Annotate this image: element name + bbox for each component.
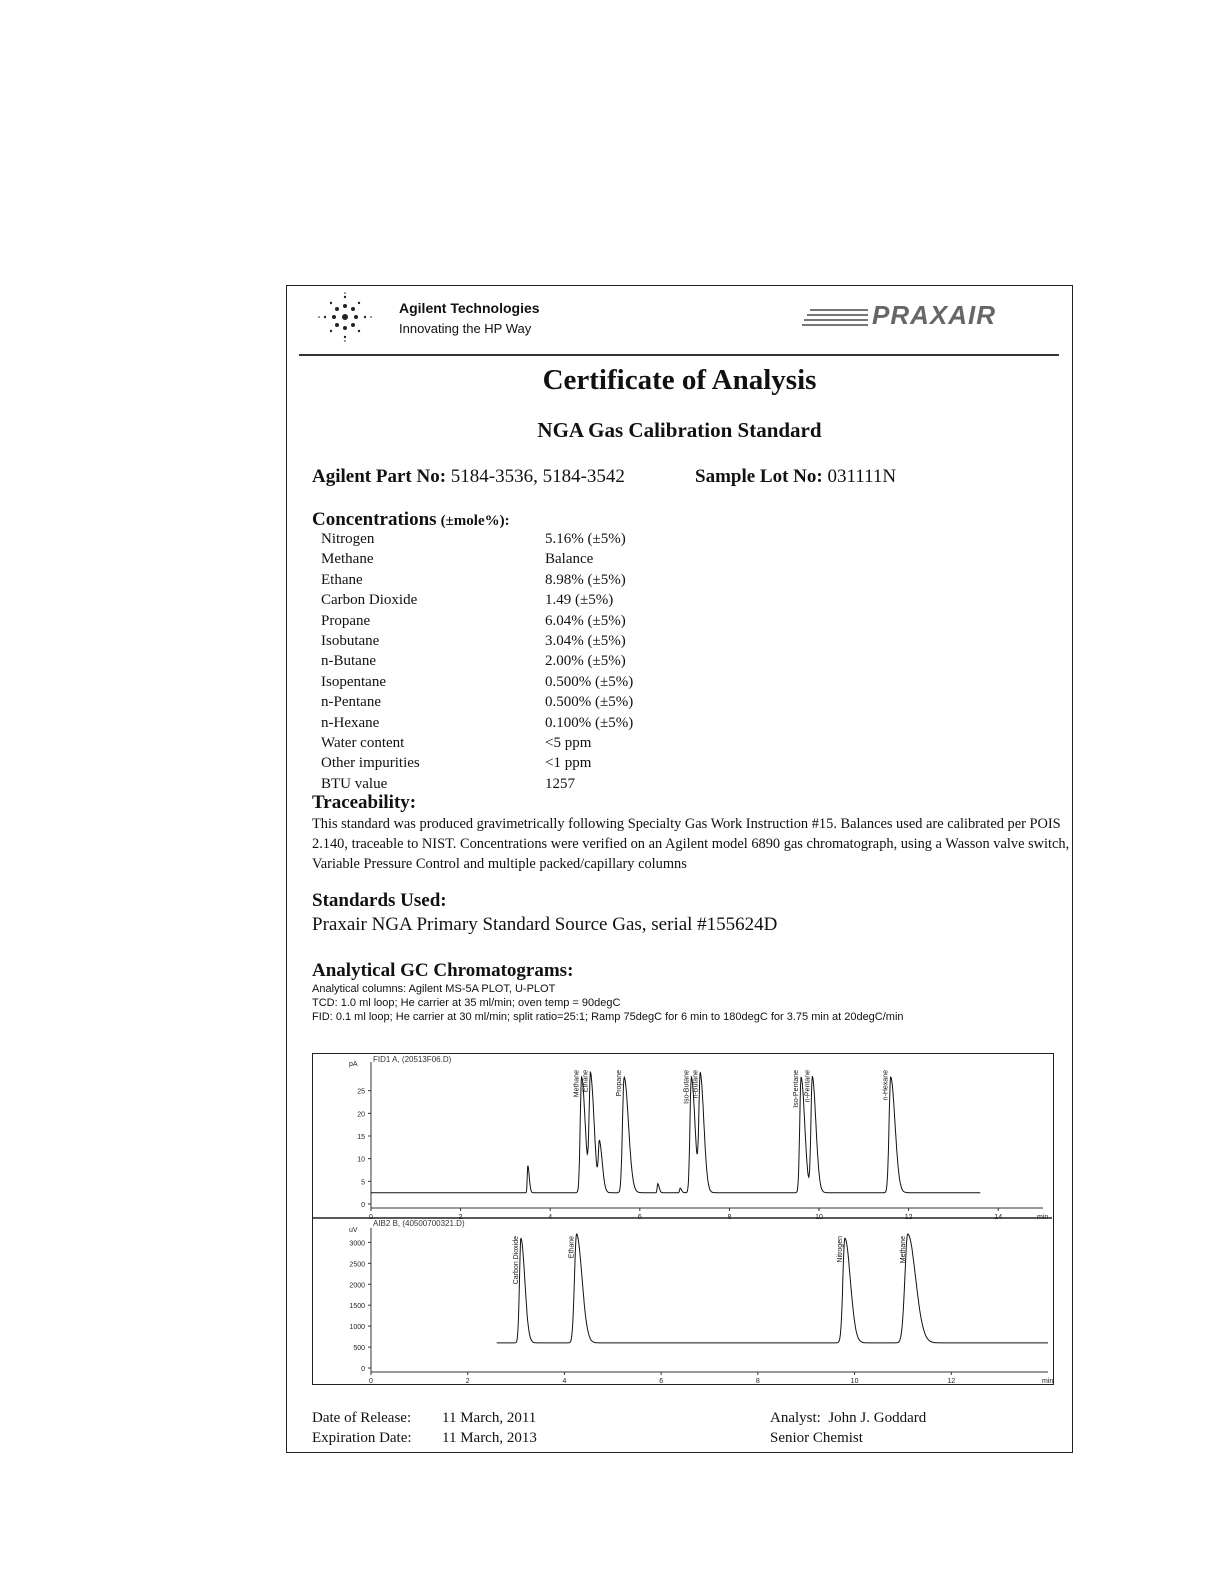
x-tick-label: 4	[562, 1378, 567, 1385]
y-tick-label: 5	[361, 1179, 365, 1187]
gc-columns-line: Analytical columns: Agilent MS-5A PLOT, U-PLOT	[312, 983, 556, 995]
x-tick-label: 10	[815, 1214, 823, 1221]
document-subtitle: NGA Gas Calibration Standard	[537, 418, 822, 442]
peak-label: Propane	[616, 1070, 624, 1097]
x-tick-label: 12	[904, 1214, 913, 1221]
chromatogram-trace	[497, 1234, 1048, 1343]
part-number-line	[312, 466, 625, 488]
analyst-name: John J. Goddard	[828, 1410, 927, 1426]
x-tick-label: 8	[727, 1214, 732, 1221]
x-tick-label: 2	[458, 1214, 463, 1221]
peak-label: Ethane	[582, 1070, 590, 1093]
lot-number-label: Sample Lot No:	[695, 466, 823, 487]
company-tagline: Innovating the HP Way	[399, 321, 532, 336]
concentrations-unit: (±mole%):	[440, 513, 510, 529]
concentration-value: 0.100% (±5%)	[545, 714, 634, 731]
x-tick-label: 4	[548, 1214, 553, 1221]
company-name: Agilent Technologies	[399, 300, 540, 316]
gc-fid-line: FID: 0.1 ml loop; He carrier at 30 ml/min; split ratio=25:1; Ramp 75degC for 6 min to 180degC for 3.75 min at 20degC/min	[312, 1011, 904, 1023]
y-tick-label: 0	[361, 1366, 365, 1373]
concentration-name: n-Hexane	[321, 714, 380, 731]
header-divider	[299, 354, 1059, 356]
chromatogram-panel	[312, 1053, 1054, 1385]
x-tick-label: 6	[637, 1214, 642, 1221]
gc-parameters	[312, 982, 904, 1024]
y-tick-label: 10	[357, 1156, 365, 1164]
peak-label: n-Hexane	[882, 1070, 890, 1101]
chart-title: AIB2 B, (40500700321.D)	[373, 1219, 465, 1228]
part-number-value: 5184-3536, 5184-3542	[450, 466, 625, 487]
x-tick-label: 8	[755, 1378, 760, 1385]
gc-heading: Analytical GC Chromatograms:	[312, 960, 574, 981]
concentration-name: Nitrogen	[321, 531, 375, 547]
document-title: Certificate of Analysis	[542, 364, 817, 396]
standards-text: Praxair NGA Primary Standard Source Gas, serial #155624D	[312, 914, 778, 935]
concentration-name: Ethane	[321, 571, 363, 588]
y-tick-label: 1000	[349, 1324, 365, 1332]
release-date-label: Date of Release:	[312, 1410, 412, 1426]
concentration-name: n-Pentane	[321, 694, 381, 711]
x-axis-label: min	[1042, 1378, 1054, 1385]
concentration-name: Isopentane	[321, 673, 386, 690]
lot-number-value: 031111N	[827, 466, 897, 487]
expiration-date-value: 11 March, 2013	[442, 1430, 537, 1446]
peak-label: Iso-Butane	[683, 1070, 691, 1104]
y-tick-label: 3000	[349, 1240, 365, 1248]
analyst-title: Senior Chemist	[770, 1430, 863, 1446]
x-tick-label: 14	[994, 1214, 1003, 1221]
concentration-name: Carbon Dioxide	[321, 592, 418, 609]
x-tick-label: 0	[369, 1214, 373, 1221]
y-axis-label: pA	[349, 1061, 358, 1068]
gc-tcd-line: TCD: 1.0 ml loop; He carrier at 35 ml/min; oven temp = 90degC	[312, 997, 621, 1009]
y-tick-label: 25	[357, 1088, 365, 1096]
certificate-page	[286, 285, 1073, 1453]
concentration-name: Isobutane	[321, 633, 380, 649]
y-tick-label: 500	[353, 1345, 365, 1353]
peak-label: Nitrogen	[836, 1236, 844, 1263]
concentration-value: <5 ppm	[545, 735, 592, 751]
y-tick-label: 15	[357, 1134, 365, 1141]
chart-title: FID1 A, (20513F06.D)	[373, 1055, 452, 1064]
y-tick-label: 2000	[349, 1282, 365, 1290]
lot-number-line	[695, 466, 896, 488]
concentration-value: 3.04% (±5%)	[545, 633, 626, 649]
concentration-name: Water content	[321, 735, 405, 751]
concentration-value: 0.500% (±5%)	[545, 673, 634, 690]
concentration-value: 8.98% (±5%)	[545, 571, 626, 588]
concentration-value: 2.00% (±5%)	[545, 653, 626, 670]
peak-label: n-Pentane	[804, 1070, 812, 1103]
concentrations-heading: Concentrations (±mole%):	[312, 509, 510, 530]
peak-label: n-Butane	[692, 1070, 700, 1099]
concentration-value: 0.500% (±5%)	[545, 694, 634, 711]
x-tick-label: 0	[369, 1378, 373, 1385]
concentration-value: 5.16% (±5%)	[545, 531, 626, 547]
praxair-speed-lines-icon	[802, 306, 872, 328]
praxair-logo: PRAXAIR	[872, 300, 997, 330]
traceability-heading: Traceability:	[312, 792, 417, 813]
x-tick-label: 6	[659, 1378, 664, 1385]
y-tick-label: 2500	[349, 1261, 365, 1269]
concentration-name: n-Butane	[321, 653, 376, 670]
chromatogram-svg	[313, 1054, 1052, 1383]
peak-label: Iso-Pentane	[793, 1070, 801, 1108]
concentration-value: <1 ppm	[545, 755, 592, 772]
x-tick-label: 2	[465, 1378, 470, 1385]
peak-label: Methane	[899, 1236, 907, 1264]
concentration-name: Other impurities	[321, 755, 420, 772]
concentration-value: 1.49 (±5%)	[545, 592, 614, 609]
concentration-value: 6.04% (±5%)	[545, 612, 626, 629]
concentration-value: Balance	[545, 551, 594, 568]
y-tick-label: 1500	[349, 1303, 365, 1311]
standards-heading: Standards Used:	[312, 890, 447, 911]
y-tick-label: 0	[361, 1202, 365, 1209]
release-date-value: 11 March, 2011	[442, 1410, 537, 1426]
agilent-spark-logo-icon	[315, 292, 375, 342]
x-tick-label: 10	[850, 1378, 859, 1385]
traceability-text: This standard was produced gravimetrically following Specialty Gas Work Instruction #15. Balances used are calibrated per POIS 2.140, traceable to NIST. Concentrations were verified on an Agilent model 6890 gas chromatograph, using a Wasson valve switch, Variable Pressure Control and multiple packed/capillary columns	[312, 816, 1070, 872]
peak-label: Carbon Dioxide	[512, 1236, 520, 1285]
concentration-name: Methane	[321, 551, 374, 568]
x-axis-label: min	[1037, 1214, 1049, 1221]
y-tick-label: 20	[357, 1111, 365, 1119]
x-tick-label: 12	[947, 1378, 956, 1385]
peak-label: Methane	[573, 1070, 581, 1098]
y-axis-label: uV	[349, 1227, 358, 1234]
concentration-name: Propane	[321, 612, 371, 629]
expiration-date-label: Expiration Date:	[312, 1430, 412, 1446]
analyst-label: Analyst:	[770, 1410, 821, 1426]
concentration-name: BTU value	[321, 775, 388, 792]
concentration-value: 1257	[545, 775, 575, 792]
peak-label: Ethane	[568, 1236, 576, 1259]
part-number-label: Agilent Part No:	[312, 466, 447, 487]
analyst-line	[770, 1410, 926, 1427]
